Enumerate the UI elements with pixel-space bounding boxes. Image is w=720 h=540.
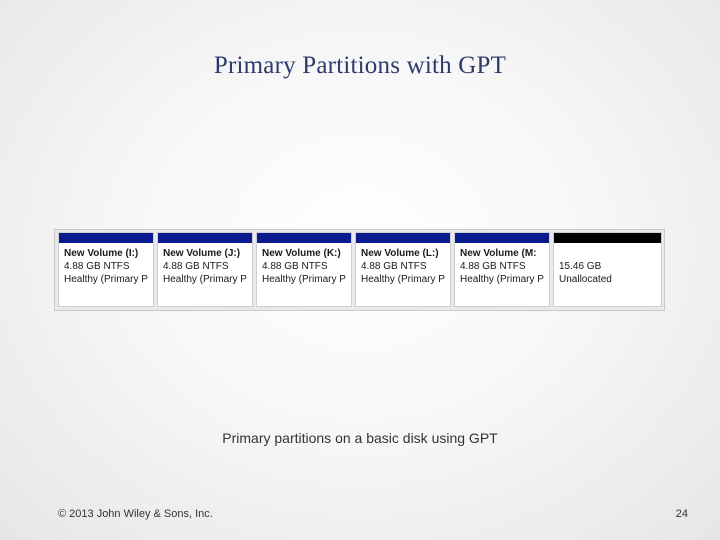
volume-size: 15.46 GB xyxy=(559,261,602,272)
primary-partition-bar xyxy=(356,233,450,243)
volume-status: Unallocated xyxy=(559,274,612,285)
primary-partition-bar xyxy=(257,233,351,243)
volume-status: Healthy (Primary P xyxy=(361,274,445,285)
volume-name: New Volume (M: xyxy=(460,248,537,259)
partition-l[interactable] xyxy=(355,232,451,307)
primary-partition-bar xyxy=(59,233,153,243)
volume-name: New Volume (K:) xyxy=(262,248,341,259)
partition-unallocated[interactable] xyxy=(553,232,662,307)
volume-name: New Volume (L:) xyxy=(361,248,439,259)
volume-size: 4.88 GB NTFS xyxy=(460,261,526,272)
slide-title: Primary Partitions with GPT xyxy=(213,52,507,79)
primary-partition-bar xyxy=(158,233,252,243)
volume-status: Healthy (Primary P xyxy=(163,274,247,285)
volume-size: 4.88 GB NTFS xyxy=(262,261,328,272)
partition-j[interactable] xyxy=(157,232,253,307)
volume-name: New Volume (J:) xyxy=(163,248,241,259)
volume-size: 4.88 GB NTFS xyxy=(163,261,229,272)
volume-status: Healthy (Primary P xyxy=(262,274,346,285)
volume-name: New Volume (I:) xyxy=(64,248,139,259)
volume-status: Healthy (Primary P xyxy=(460,274,544,285)
figure-caption: Primary partitions on a basic disk using GPT xyxy=(222,430,498,446)
volume-size: 4.88 GB NTFS xyxy=(361,261,427,272)
primary-partition-bar xyxy=(455,233,549,243)
volume-size: 4.88 GB NTFS xyxy=(64,261,130,272)
disk-partition-strip xyxy=(54,229,665,311)
volume-status: Healthy (Primary P xyxy=(64,274,148,285)
page-number: 24 xyxy=(675,508,688,520)
copyright-footer: © 2013 John Wiley & Sons, Inc. xyxy=(58,508,213,520)
partition-m[interactable] xyxy=(454,232,550,307)
volume-name xyxy=(559,247,658,260)
partition-i[interactable] xyxy=(58,232,154,307)
unallocated-space-bar xyxy=(554,233,661,243)
partition-k[interactable] xyxy=(256,232,352,307)
